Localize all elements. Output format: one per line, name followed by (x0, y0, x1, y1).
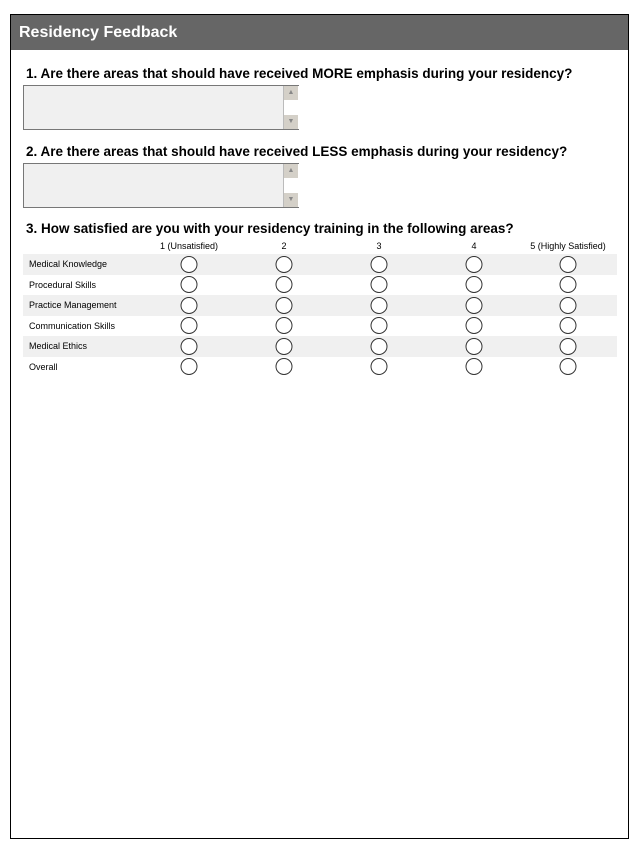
area-label: Medical Ethics (29, 341, 88, 352)
grid-row (23, 357, 617, 378)
rating-radio-5[interactable] (560, 338, 577, 355)
rating-radio-5[interactable] (560, 317, 577, 334)
rating-radio-2[interactable] (276, 338, 293, 355)
scroll-up-icon[interactable]: ▲ (284, 164, 298, 178)
scroll-down-icon[interactable]: ▼ (284, 193, 298, 207)
satisfaction-grid (23, 241, 617, 378)
rating-radio-5[interactable] (560, 276, 577, 293)
scroll-up-icon[interactable]: ▲ (284, 86, 298, 100)
rating-radio-4[interactable] (466, 338, 483, 355)
rating-radio-3[interactable] (371, 256, 388, 273)
rating-radio-1[interactable] (181, 276, 198, 293)
rating-radio-3[interactable] (371, 338, 388, 355)
scrollbar[interactable] (283, 86, 299, 129)
question-2-label: 2. Are there areas that should have received LESS emphasis during your residency? (26, 144, 568, 159)
question-1-label: 1. Are there areas that should have received MORE emphasis during your residency? (26, 66, 573, 81)
question-2-textarea[interactable] (23, 163, 299, 208)
rating-radio-3[interactable] (371, 276, 388, 293)
rating-radio-4[interactable] (466, 358, 483, 375)
scale-label: 2 (281, 241, 287, 251)
rating-radio-2[interactable] (276, 297, 293, 314)
rating-radio-5[interactable] (560, 358, 577, 375)
grid-row (23, 254, 617, 275)
grid-row (23, 295, 617, 316)
area-label: Overall (29, 361, 58, 372)
question-3-label: 3. How satisfied are you with your residency training in the following areas? (26, 221, 514, 236)
rating-radio-2[interactable] (276, 317, 293, 334)
scale-label: 1 (Unsatisfied) (159, 241, 219, 251)
rating-radio-5[interactable] (560, 256, 577, 273)
rating-radio-1[interactable] (181, 256, 198, 273)
rating-radio-2[interactable] (276, 358, 293, 375)
form-title: Residency Feedback (11, 15, 628, 50)
grid-row (23, 275, 617, 296)
scale-label: 4 (471, 241, 477, 251)
rating-radio-2[interactable] (276, 256, 293, 273)
scale-label: 3 (376, 241, 382, 251)
rating-radio-3[interactable] (371, 317, 388, 334)
rating-radio-1[interactable] (181, 297, 198, 314)
scrollbar[interactable] (283, 164, 299, 207)
scroll-down-icon[interactable]: ▼ (284, 115, 298, 129)
rating-radio-3[interactable] (371, 358, 388, 375)
rating-radio-5[interactable] (560, 297, 577, 314)
rating-radio-1[interactable] (181, 338, 198, 355)
rating-radio-4[interactable] (466, 276, 483, 293)
area-label: Medical Knowledge (29, 259, 108, 269)
question-1-textarea[interactable] (23, 85, 299, 130)
form-container (10, 14, 629, 839)
grid-row (23, 316, 617, 337)
area-label: Procedural Skills (29, 279, 97, 290)
area-label: Practice Management (29, 300, 117, 311)
rating-radio-2[interactable] (276, 276, 293, 293)
rating-radio-1[interactable] (181, 358, 198, 375)
area-label: Communication Skills (29, 320, 116, 331)
scale-header (23, 241, 617, 254)
rating-radio-4[interactable] (466, 297, 483, 314)
grid-row (23, 336, 617, 357)
rating-radio-4[interactable] (466, 317, 483, 334)
rating-radio-3[interactable] (371, 297, 388, 314)
rating-radio-4[interactable] (466, 256, 483, 273)
scale-label: 5 (Highly Satisfied) (530, 241, 606, 251)
rating-radio-1[interactable] (181, 317, 198, 334)
